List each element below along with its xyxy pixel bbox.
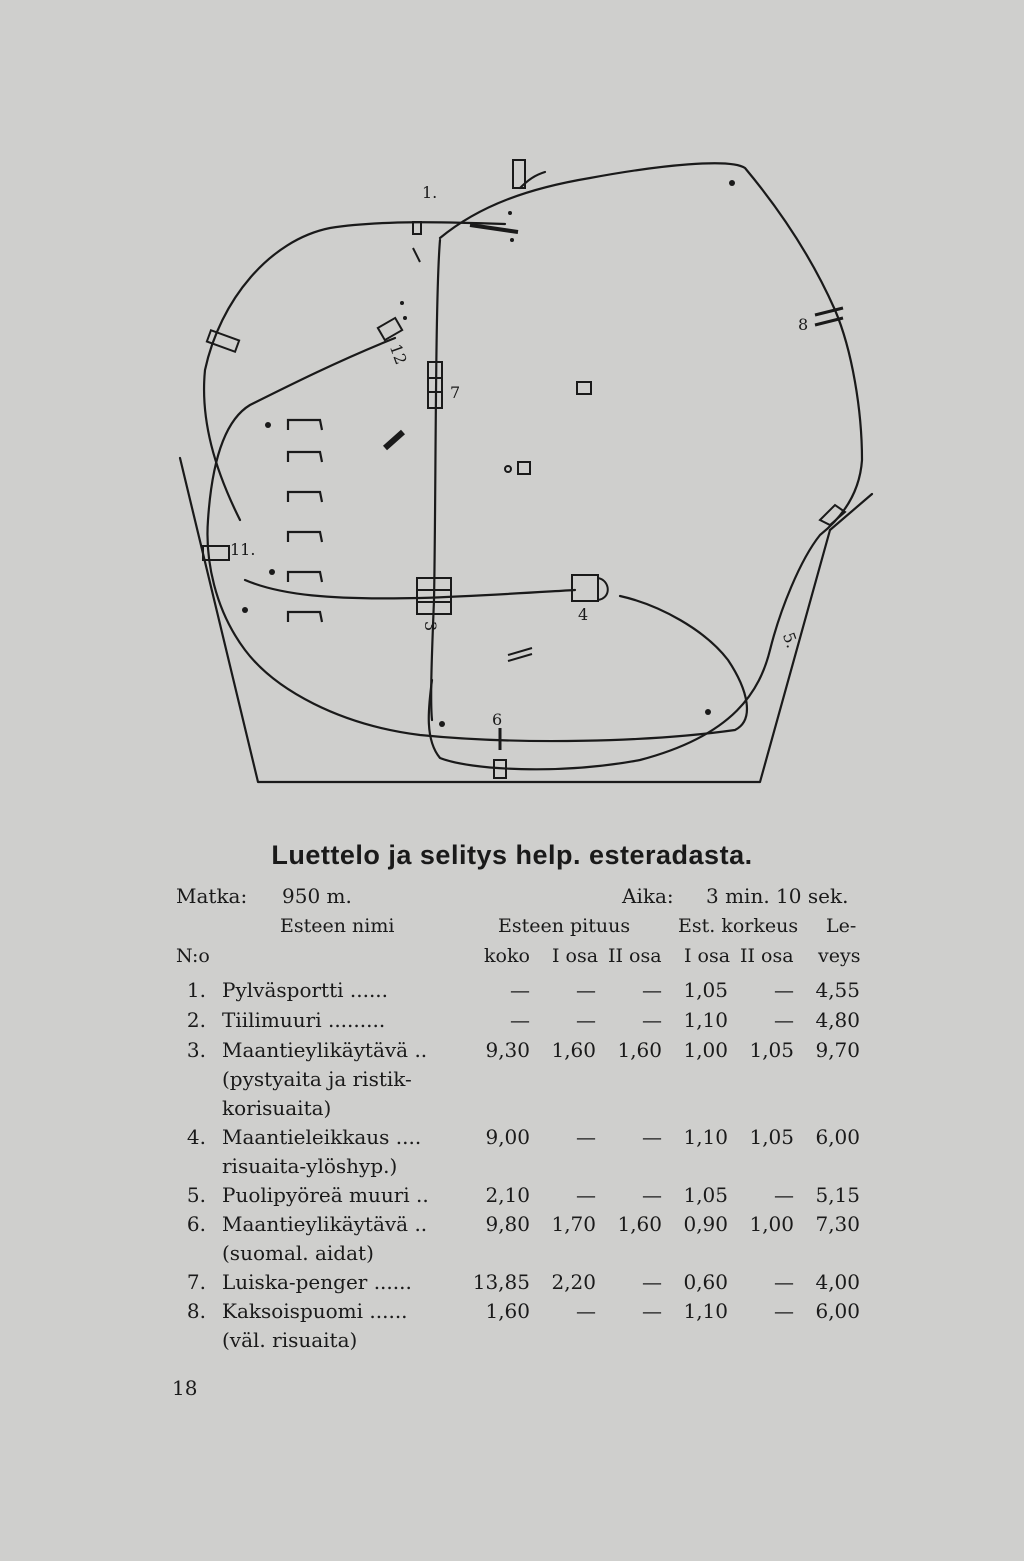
cell-total: 2,10: [485, 1183, 530, 1207]
obstacle-corner-marker: [820, 505, 845, 525]
small-obstacle-a: [577, 382, 591, 394]
cell-width: 6,00: [815, 1299, 860, 1323]
cell-h2: —: [774, 1299, 794, 1323]
header-h-part2: II osa: [740, 945, 794, 967]
cell-name-continuation: (väl. risuaita): [222, 1328, 358, 1352]
cell-width: 6,00: [815, 1125, 860, 1149]
label-obstacle-11: 11.: [230, 540, 256, 559]
cell-width: 4,55: [815, 978, 860, 1002]
label-obstacle-7: 7: [450, 383, 461, 402]
cell-l2: —: [642, 1270, 662, 1294]
label-obstacle-6: 6: [492, 710, 503, 729]
cell-name-continuation: risuaita-ylöshyp.): [222, 1154, 398, 1178]
header-total: koko: [484, 945, 530, 967]
cell-h2: 1,00: [749, 1212, 794, 1236]
cell-total: —: [510, 1008, 530, 1032]
cell-h1: 1,10: [683, 1008, 728, 1032]
top-connector: [520, 172, 545, 188]
label-obstacle-1: 1.: [422, 183, 438, 202]
cell-name-continuation: (pystyaita ja ristik-: [222, 1067, 412, 1091]
cell-name: Tiilimuuri .........: [222, 1008, 386, 1032]
cell-h1: 1,05: [683, 1183, 728, 1207]
cell-h1: 1,10: [683, 1299, 728, 1323]
obstacle-2-marker: [413, 222, 421, 234]
cell-l1: 2,20: [551, 1270, 596, 1294]
header-length-group: Esteen pituus: [498, 915, 631, 937]
label-obstacle-4: 4: [578, 605, 589, 624]
cell-h2: —: [774, 1008, 794, 1032]
cell-nr: 1.: [186, 978, 206, 1002]
cell-h2: 1,05: [749, 1125, 794, 1149]
cell-h2: —: [774, 978, 794, 1002]
page-number: 18: [172, 1376, 198, 1400]
header-h-part1: I osa: [684, 945, 731, 967]
cell-width: 7,30: [815, 1212, 860, 1236]
cell-width: 5,15: [815, 1183, 860, 1207]
cell-nr: 2.: [186, 1008, 206, 1032]
cell-h1: 1,00: [683, 1038, 728, 1062]
cell-h1: 1,10: [683, 1125, 728, 1149]
cell-width: 4,80: [815, 1008, 860, 1032]
cell-l1: —: [576, 978, 596, 1002]
cell-l2: —: [642, 1125, 662, 1149]
header-len-part2: II osa: [608, 945, 662, 967]
cell-l1: 1,60: [551, 1038, 596, 1062]
cell-h2: 1,05: [749, 1038, 794, 1062]
label-obstacle-8: 8: [798, 315, 809, 334]
obstacle-12-marker: [378, 318, 402, 340]
cell-l1: —: [576, 1183, 596, 1207]
obstacle-8-marker: [815, 308, 843, 315]
header-name: Esteen nimi: [280, 915, 395, 937]
cell-total: 9,30: [485, 1038, 530, 1062]
cell-name-continuation: (suomal. aidat): [222, 1241, 374, 1265]
cell-total: 9,80: [485, 1212, 530, 1236]
small-obstacle-c: [518, 462, 530, 474]
cell-nr: 3.: [186, 1038, 206, 1062]
cell-total: 13,85: [472, 1270, 530, 1294]
distance-value: 950 m.: [282, 884, 352, 908]
cell-h1: 0,60: [683, 1270, 728, 1294]
cell-width: 9,70: [815, 1038, 860, 1062]
cell-l1: —: [576, 1125, 596, 1149]
cell-h2: —: [774, 1183, 794, 1207]
label-obstacle-12: 12: [385, 341, 411, 368]
distance-label: Matka:: [176, 884, 248, 908]
label-obstacle-3: 3: [421, 621, 440, 632]
cell-l2: —: [642, 1299, 662, 1323]
cell-nr: 4.: [186, 1125, 206, 1149]
header-nr: N:o: [176, 945, 210, 967]
cell-name: Maantieylikäytävä ..: [222, 1038, 428, 1062]
cell-total: —: [510, 978, 530, 1002]
cell-nr: 7.: [186, 1270, 206, 1294]
cell-name: Puolipyöreä muuri ..: [222, 1183, 429, 1207]
cell-l2: 1,60: [617, 1212, 662, 1236]
cell-h2: —: [774, 1270, 794, 1294]
cell-nr: 5.: [186, 1183, 206, 1207]
cell-l1: —: [576, 1299, 596, 1323]
outer-track: [429, 163, 862, 769]
cell-h1: 0,90: [683, 1212, 728, 1236]
inner-track: [431, 240, 440, 720]
header-height-group: Est. korkeus: [678, 915, 799, 937]
time-value: 3 min. 10 sek.: [706, 884, 849, 908]
cell-name: Kaksoispuomi ......: [222, 1299, 408, 1323]
middle-track: [245, 580, 575, 598]
cell-nr: 6.: [186, 1212, 206, 1236]
cell-total: 1,60: [485, 1299, 530, 1323]
cell-name: Pylväsportti ......: [222, 978, 389, 1002]
upper-left-track: [204, 222, 505, 520]
arena-outline: [180, 458, 830, 782]
cell-nr: 8.: [186, 1299, 206, 1323]
cell-l2: 1,60: [617, 1038, 662, 1062]
header-width-bottom: veys: [818, 945, 861, 967]
cell-total: 9,00: [485, 1125, 530, 1149]
cell-l2: —: [642, 1183, 662, 1207]
small-obstacle-b: [385, 432, 403, 448]
cell-name-continuation: korisuaita): [222, 1096, 332, 1120]
label-obstacle-5: 5.: [778, 629, 802, 651]
header-len-part1: I osa: [552, 945, 599, 967]
obstacle-4-marker: [572, 575, 598, 601]
cell-h1: 1,05: [683, 978, 728, 1002]
cell-name: Maantieylikäytävä ..: [222, 1212, 428, 1236]
cell-l1: 1,70: [551, 1212, 596, 1236]
cell-l1: —: [576, 1008, 596, 1032]
obstacle-5-marker: [508, 648, 532, 655]
header-width-top: Le-: [826, 915, 857, 937]
page-title: Luettelo ja selitys help. esteradasta.: [271, 840, 753, 870]
cell-l2: —: [642, 978, 662, 1002]
cell-name: Maantieleikkaus ....: [222, 1125, 422, 1149]
arch-row: [288, 420, 322, 622]
time-label: Aika:: [622, 884, 674, 908]
cell-name: Luiska-penger ......: [222, 1270, 412, 1294]
cell-l2: —: [642, 1008, 662, 1032]
cell-width: 4,00: [815, 1270, 860, 1294]
